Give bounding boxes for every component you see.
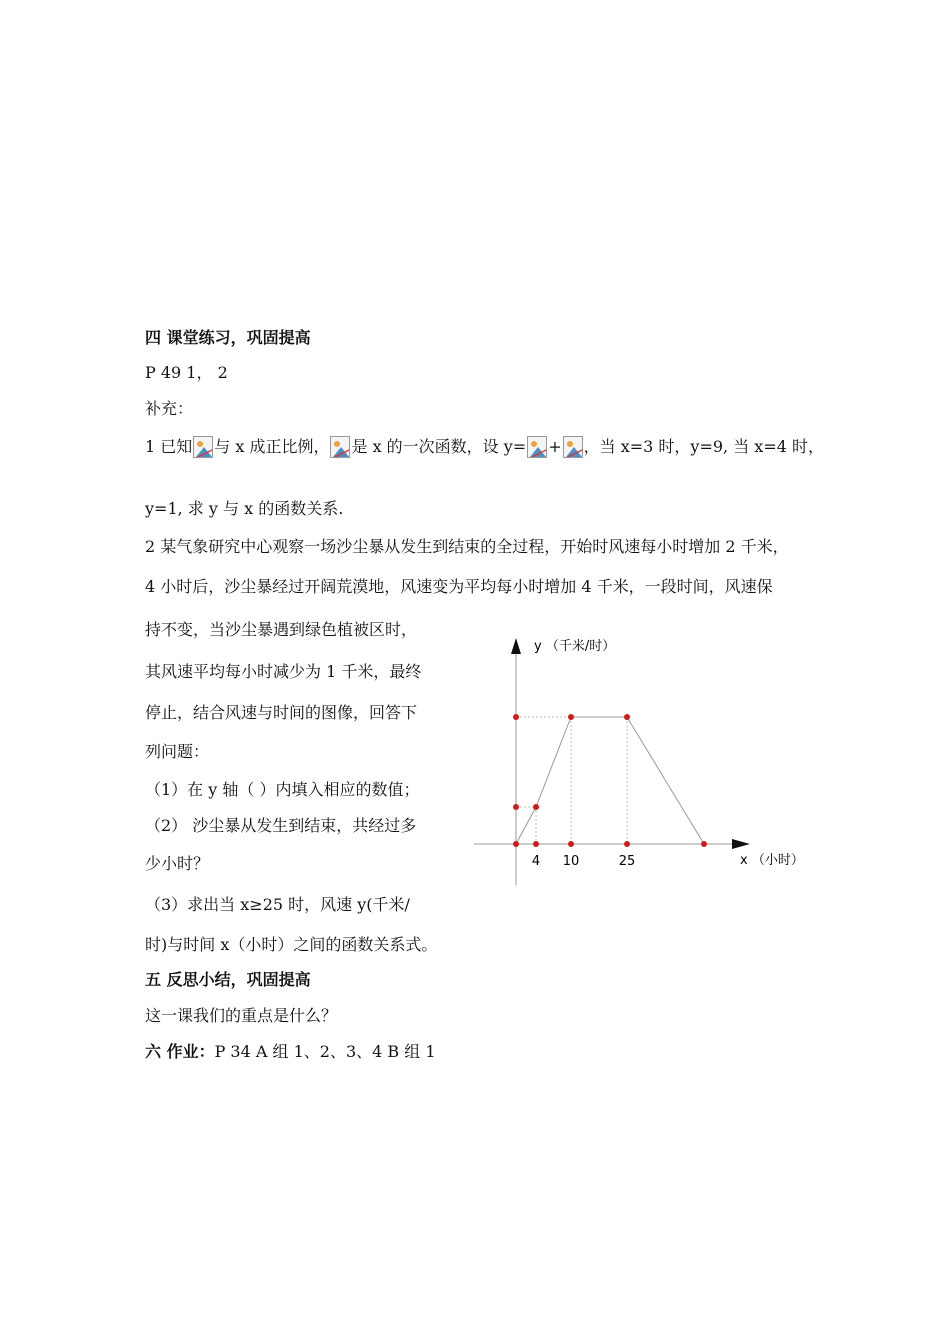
x-tick-labels — [532, 854, 635, 869]
x-axis-arrow-icon — [732, 839, 750, 849]
y-axis — [511, 638, 521, 885]
question2-cont: 少小时？ — [145, 854, 210, 873]
problem1-line2: y=1, 求 y 与 x 的函数关系. — [145, 499, 344, 518]
question2: （2） 沙尘暴从发生到结束，共经过多 — [145, 816, 417, 835]
problem1-text-b: 与 x 成正比例， — [214, 437, 330, 456]
x-axis-point-25 — [624, 841, 630, 847]
x-axis-label: x （小时） — [740, 853, 804, 868]
problem2-line6: 列问题： — [145, 742, 210, 761]
problem1-text-d: + — [548, 437, 562, 456]
section5-heading: 五 反思小结，巩固提高 — [145, 970, 311, 989]
problem1-text-c: 是 x 的一次函数，设 y= — [351, 437, 527, 456]
homework-text: P 34 A 组 1、2、3、4 B 组 1 — [214, 1042, 436, 1061]
section5-question: 这一课我们的重点是什么？ — [145, 1006, 338, 1025]
y-axis-point-low — [513, 804, 519, 810]
supplement-label: 补充： — [145, 399, 194, 418]
x-tick-label-25: 25 — [618, 854, 636, 869]
guide-lines — [516, 717, 627, 844]
problem1-text-a: 1 已知 — [145, 437, 193, 456]
data-point-3 — [624, 714, 630, 720]
problem1-text-e: ，当 x=3 时，y=9, 当 x=4 时， — [583, 437, 824, 456]
problem1-line1 — [145, 436, 824, 458]
formula-image-icon — [527, 436, 547, 458]
problem2-line4: 其风速平均每小时减少为 1 千米，最终 — [145, 662, 422, 681]
data-point-4 — [701, 841, 707, 847]
y-axis-arrow-icon — [511, 638, 521, 654]
section6-line — [145, 1041, 436, 1063]
question3: （3）求出当 x≥25 时，风速 y(千米/ — [145, 895, 410, 914]
data-point-1 — [533, 804, 539, 810]
problem2-line3: 持不变，当沙尘暴遇到绿色植被区时， — [145, 620, 418, 639]
data-point-0 — [513, 841, 519, 847]
formula-image-icon — [563, 436, 583, 458]
question1: （1）在 y 轴（ ）内填入相应的数值； — [145, 780, 420, 799]
x-axis-point-10 — [568, 841, 574, 847]
section6-heading: 六 作业： — [145, 1042, 215, 1061]
x-tick-label-10: 10 — [562, 854, 580, 869]
x-tick-label-4: 4 — [531, 854, 541, 869]
series-line — [516, 717, 704, 844]
question3-cont: 时)与时间 x（小时）之间的函数关系式。 — [145, 935, 438, 954]
wind-speed-polyline — [516, 717, 704, 844]
wind-speed-chart — [470, 630, 820, 890]
problem2-line2: 4 小时后，沙尘暴经过开阔荒漠地，风速变为平均每小时增加 4 千米，一段时间，风速保 — [145, 577, 773, 596]
data-point-2 — [568, 714, 574, 720]
problem2-line1: 2 某气象研究中心观察一场沙尘暴从发生到结束的全过程，开始时风速每小时增加 2 千米， — [145, 537, 789, 556]
section4-heading: 四 课堂练习，巩固提高 — [145, 328, 311, 347]
exercise-pages: P 49 1， 2 — [145, 363, 228, 382]
formula-image-icon — [330, 436, 350, 458]
x-axis-point-4 — [533, 841, 539, 847]
y-axis-label: y （千米/时） — [534, 639, 616, 654]
y-axis-point-high — [513, 714, 519, 720]
data-points — [513, 714, 707, 847]
problem2-line5: 停止，结合风速与时间的图像，回答下 — [145, 703, 418, 722]
formula-image-icon — [193, 436, 213, 458]
